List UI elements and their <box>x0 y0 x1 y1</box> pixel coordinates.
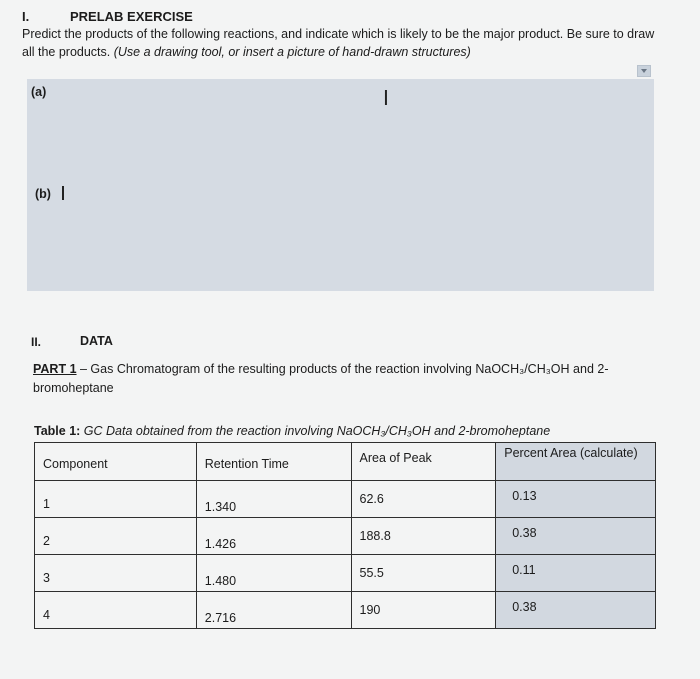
table-row <box>35 481 656 518</box>
dropdown-arrow-icon[interactable] <box>637 65 651 77</box>
cell-text: 2 <box>43 534 50 548</box>
cell-text: 0.11 <box>512 563 536 577</box>
cell-component[interactable] <box>35 555 197 592</box>
cell-percent-area[interactable] <box>496 481 656 518</box>
table-row <box>35 518 656 555</box>
header-label: Retention Time <box>204 457 289 471</box>
text-cursor-ibeam-icon: I <box>383 86 389 110</box>
header-area-of-peak[interactable] <box>351 443 496 481</box>
gc-data-table <box>34 442 656 629</box>
table-caption-text: GC Data obtained from the reaction involving NaOCH₃/CH₃OH and 2-bromoheptane <box>83 424 551 438</box>
instructions-text: Predict the products of the following reactions, and indicate which is likely to be the major product. Be sure to draw all the products. <box>22 27 655 59</box>
cell-text: 1.426 <box>204 537 237 551</box>
header-percent-area[interactable] <box>496 443 656 481</box>
table-header-row <box>35 443 656 481</box>
cell-text: 4 <box>43 608 50 622</box>
header-label: Percent Area (calculate) <box>504 446 638 460</box>
prelab-instructions <box>22 25 662 61</box>
cell-percent-area[interactable] <box>496 592 656 629</box>
cell-text: 62.6 <box>359 492 384 506</box>
part-1-text: – Gas Chromatogram of the resulting products of the reaction involving NaOCH₃/CH₃OH and 2-bromoheptane <box>33 362 609 395</box>
header-component[interactable] <box>35 443 197 481</box>
cell-area[interactable] <box>351 592 496 629</box>
cell-text: 2.716 <box>204 611 237 625</box>
section-1-title: PRELAB EXERCISE <box>70 9 193 24</box>
section-2-number: II. <box>31 335 42 349</box>
cell-percent-area[interactable] <box>496 518 656 555</box>
cell-text: 188.8 <box>359 529 391 543</box>
cell-percent-area[interactable] <box>496 555 656 592</box>
header-label: Component <box>43 457 108 471</box>
table-row <box>35 555 656 592</box>
table-row <box>35 592 656 629</box>
cell-text: 0.38 <box>512 600 537 614</box>
cell-text: 1.480 <box>204 574 237 588</box>
cell-component[interactable] <box>35 518 197 555</box>
cell-component[interactable] <box>35 481 197 518</box>
table-caption-label: Table 1: <box>34 424 84 438</box>
cell-text: 1 <box>43 497 50 511</box>
part-1-description <box>33 360 653 398</box>
cell-text: 0.13 <box>512 489 537 503</box>
table-caption <box>34 424 550 438</box>
cell-retention-time[interactable] <box>196 518 351 555</box>
header-retention-time[interactable] <box>196 443 351 481</box>
cell-text: 190 <box>359 603 381 617</box>
cell-component[interactable] <box>35 592 197 629</box>
cell-area[interactable] <box>351 518 496 555</box>
cell-area[interactable] <box>351 481 496 518</box>
cell-text: 0.38 <box>512 526 537 540</box>
header-label: Area of Peak <box>359 451 432 465</box>
instructions-italic: (Use a drawing tool, or insert a picture of hand-drawn structures) <box>113 45 471 59</box>
cell-text: 55.5 <box>359 566 384 580</box>
cell-retention-time[interactable] <box>196 592 351 629</box>
cell-retention-time[interactable] <box>196 481 351 518</box>
answer-label-b: (b) <box>35 187 51 201</box>
cell-retention-time[interactable] <box>196 555 351 592</box>
section-2-title: DATA <box>80 334 113 348</box>
cell-text: 3 <box>43 571 50 585</box>
answer-label-a: (a) <box>31 85 47 99</box>
cell-text: 1.340 <box>204 500 237 514</box>
text-caret-icon <box>62 186 64 200</box>
part-1-label: PART 1 <box>33 362 77 376</box>
section-1-number: I. <box>22 9 30 24</box>
answer-text-box[interactable] <box>27 79 654 291</box>
cell-area[interactable] <box>351 555 496 592</box>
